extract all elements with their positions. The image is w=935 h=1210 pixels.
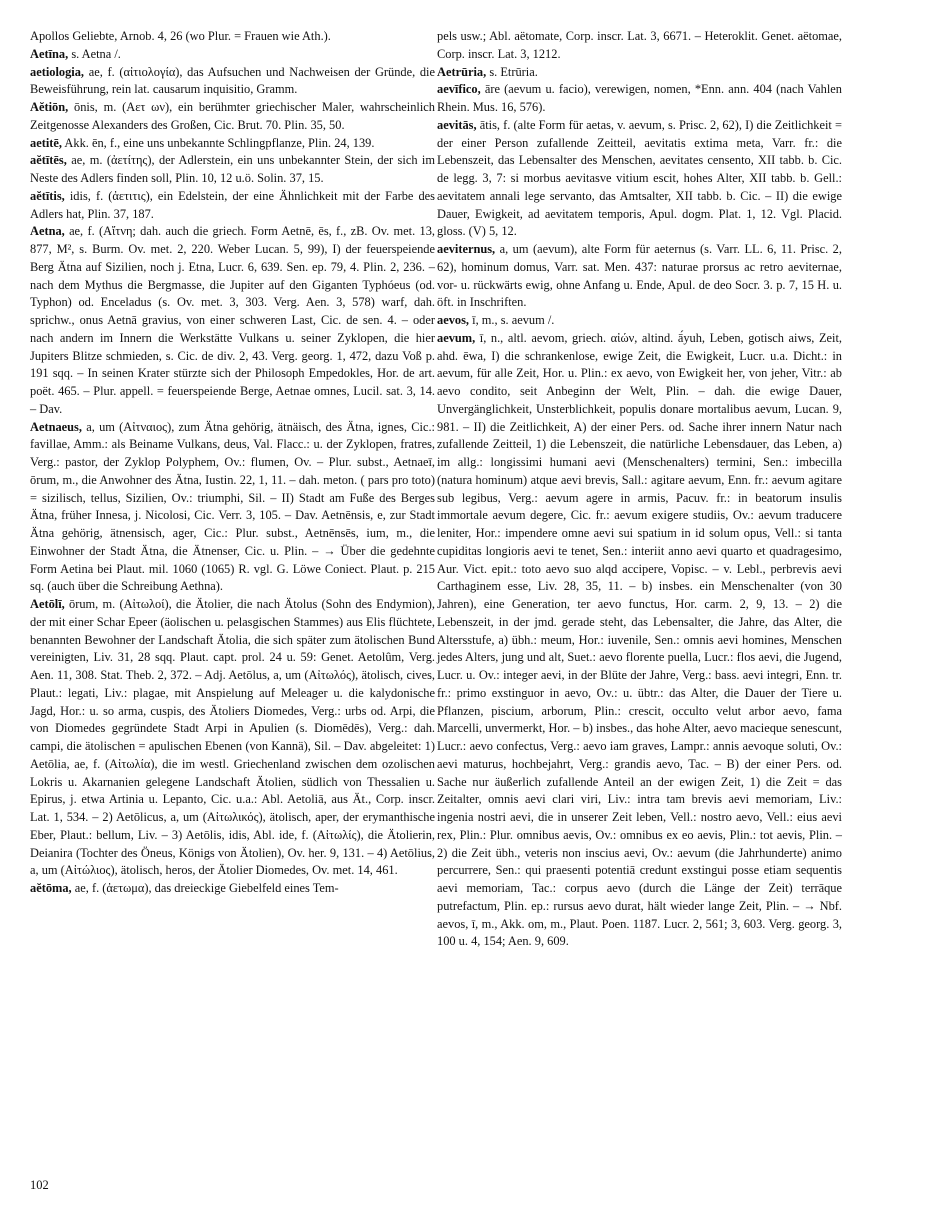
dictionary-entry bbox=[437, 81, 842, 117]
page-number: 102 bbox=[30, 1178, 49, 1192]
dictionary-entry bbox=[30, 188, 435, 224]
dictionary-entry bbox=[437, 117, 842, 241]
headword: Aetīna, bbox=[30, 46, 69, 61]
headword: Aetna, bbox=[30, 224, 65, 239]
entry-text: pels usw.; Abl. aëtomate, Corp. inscr. Lat. 3, 6671. – Heteroklit. Genet. aëtomae, Corp. inscr. Lat. 3, 1212. bbox=[437, 29, 842, 61]
headword: Aetōlī, bbox=[30, 597, 65, 611]
dictionary-entry bbox=[30, 28, 435, 46]
entry-text: ae, f. (αἰτιολογία), das Aufsuchen und Nachweisen der Gründe, die Beweisführung, rein lat. causarum inquisitio, Gramm. bbox=[30, 64, 435, 97]
headword: aevitās, bbox=[437, 117, 477, 132]
entry-text: a, um (aevum), alte Form für aeternus (s. Varr. LL. 6, 11. Prisc. 2, 62), hominum domus, Varr. sat. Men. 437: naturae prorsus ac retro aeviternae, vor- u. rückwärts ewig, ohne Anfang u. Ende, Apul. de deo Socr. 3. p. 7, 15 H. u. öft. in Inschriften. bbox=[437, 242, 842, 310]
entry-text: Akk. ēn, f., eine uns unbekannte Schlingpflanze, Plin. 24, 139. bbox=[64, 135, 375, 150]
dictionary-entry bbox=[437, 330, 842, 951]
dictionary-entry bbox=[437, 312, 842, 330]
dictionary-entry bbox=[30, 223, 435, 418]
headword: Aĕtiōn, bbox=[30, 100, 69, 114]
headword: Aetrūria, bbox=[437, 64, 487, 79]
headword: aetitē, bbox=[30, 135, 62, 150]
dictionary-entry bbox=[30, 99, 435, 135]
entry-text: ae, m. (ἀετίτης), der Adlerstein, ein uns unbekannter Stein, der sich im Neste des Adlers finden soll, Plin. 10, 12 u.ö. Solin. 37, 15. bbox=[30, 153, 435, 185]
entry-text: a, um (Αἰτναιος), zum Ätna gehörig, ätnäisch, des Ätna, ignes, Cic.: favillae, Amm.: als Beiname Vulkans, deus, Val. Flacc.: u. der Zyklopen, fratres, Verg.: pastor, der Zyklop Polyphem, Ov.: flumen, Ov. – Plur. subst., Aetnaeī, ōrum, m., die Anwohner des Ätna, Iustin. 22, 1, 11. – dah. meton. ( pars pro toto) = sizilisch, tellus, Sizilien, Ov.: triumphi, Sil. – II) Stadt am Fuße des Berges Ätna, früher Innesa, j. Nicolosi, Cic. Verr. 3, 105. – Dav. Aetnēnsis, e, zur Stadt Ätna gehörig, ätnensisch, ager, Cic.: Plur. subst., Aetnēnsēs, ium, m., die Einwohner der Stadt Ätna, die Ätnenser, Cic. u. Plin. – → Über die gedehnte Form Aetina bei Plaut. mil. 1060 (1065) R. vgl. G. Löwe Coniect. Plaut. p. 215 sq. (auch über die Schreibung Aethna). bbox=[30, 419, 435, 594]
entry-text: s. Etrūria. bbox=[489, 64, 538, 79]
entry-text: Apollos Geliebte, Arnob. 4, 26 (wo Plur. = Frauen wie Ath.). bbox=[30, 29, 331, 43]
dictionary-entry bbox=[30, 596, 435, 880]
headword: aĕtītis, bbox=[30, 188, 65, 203]
dictionary-entry bbox=[437, 241, 842, 312]
dictionary-entry bbox=[30, 64, 435, 100]
headword: Aetnaeus, bbox=[30, 419, 82, 434]
headword: aevīfico, bbox=[437, 82, 481, 97]
entry-text: ōrum, m. (Αἰτωλοί), die Ätolier, die nach Ätolus (Sohn des Endymion), der mit einer Schar Epeer (äolischen u. pelasgischen Stammes) aus Elis flüchtete, benannten Bewohner der Landschaft Ätolia, die sich später zum ätolischen Bund vereinigten, Liv. 31, 28 sqq. Plaut. capt. prol. 24 u. 59: Genet. Aetolûm, Verg. Aen. 11, 308. Stat. Theb. 2, 372. – Adj. Aetōlus, a, um (Αἰτωλός), ätolisch, cives, Plaut.: legati, Liv.: plagae, mit Anspielung auf Meleager u. die kalydonische Jagd, Hor.: u. so arma, cuspis, des Ätoliers Diomedes, Verg.: urbs od. Arpi, die von Diomedes gegründete Stadt Arpi in Apulien (s. Diomēdēs), Verg.: dah. campi, die ätolischen = apulischen Ebenen (von Kannä), Sil. – Dav. abgeleitet: 1) Aetōlia, ae, f. (Αἰτωλία), die im westl. Griechenland zwischen dem ozolischen Lokris u. Akarnanien gelegene Landschaft Ätolien, südlich von Thessalien u. Epirus, j. etwa Artinia u. Lepanto, Cic. u.a.: Abl. Aetoliā, aus Ät., Corp. inscr. Lat. 1, 534. – 2) Aetōlicus, a, um (Αἰτωλικός), ätolisch, aper, der erymanthische Eber, Plaut.: bellum, Liv. – 3) Aetōlis, idis, Abl. ide, f. (Αἰτωλίς), die Ätolierin, Deianira (Tochter des Öneus, Königs von Ätolien), Ov. her. 9, 131. – 4) Aetōlius, a, um (Αἰτώλιος), ätolisch, heros, der Ätolier Diomedes, Ov. met. 14, 461. bbox=[30, 597, 435, 878]
headword: aeviternus, bbox=[437, 242, 496, 256]
entry-text: ōnis, m. (Αετ ων), ein berühmter griechischer Maler, wahrscheinlich Zeitgenosse Alexanders des Großen, Cic. Brut. 70. Plin. 35, 50. bbox=[30, 100, 435, 132]
dictionary-entry bbox=[30, 46, 435, 64]
right-column bbox=[437, 28, 842, 951]
dictionary-entry bbox=[30, 152, 435, 188]
entry-text: s. Aetna /. bbox=[71, 46, 121, 61]
dictionary-entry bbox=[30, 880, 435, 898]
headword: aevos, bbox=[437, 313, 470, 327]
entry-text: idis, f. (ἀετιτις), ein Edelstein, der eine Ähnlichkeit mit der Farbe des Adlers hat, Plin. 37, 187. bbox=[30, 188, 435, 221]
entry-text: ī, m., s. aevum /. bbox=[472, 313, 555, 327]
headword: aĕtōma, bbox=[30, 881, 72, 895]
headword: aevum, bbox=[437, 330, 476, 345]
dictionary-entry bbox=[30, 419, 435, 597]
dictionary-entry bbox=[437, 64, 842, 82]
entry-text: āre (aevum u. facio), verewigen, nomen, *Enn. ann. 404 (nach Vahlen Rhein. Mus. 16, 576). bbox=[437, 82, 842, 114]
entry-text: ātis, f. (alte Form für aetas, v. aevum, s. Prisc. 2, 62), I) die Zeitlichkeit = der einer Person zufallende Zeitteil, aevitatis extima meta, Varr. fr.: die Lebenszeit, das Lebensalter des Menschen, aevitates censento, XII tabb. b. Cic. de legg. 3, 7: si morbus aevitasve vitium escit, hohes Alter, XII tabb. b. Gell.: aevitatem annali lege servanto, das Amtsalter, XII tabb. b. Cic. – II) die ewige Dauer, Ewigkeit, ad aevitatem temporis, Apul. dogm. Plat. 1, 12. Vgl. Placid. gloss. (V) 5, 12. bbox=[437, 117, 842, 239]
dictionary-entry bbox=[30, 135, 435, 153]
headword: aetiologia, bbox=[30, 64, 85, 79]
left-column bbox=[30, 28, 435, 898]
headword: aĕtītēs, bbox=[30, 153, 67, 168]
entry-text: ī, n., altl. aevom, griech. αἰών, altind. ā́yuh, Leben, gotisch aiws, Zeit, ahd. ēwa, I) die schrankenlose, ewige Zeit, die Ewigkeit, Lucr. u.a. Dicht.: in aevum, für alle Zeit, Hor. u. Plin.: ex aevo, von Ewigkeit her, von jeher, Vitr.: ab aevo condito, seit Anbeginn der Welt, Plin. – dah. die ewige Dauer, Unvergänglichkeit, Unsterblichkeit, populis donare mortalibus aevum, Lucan. 9, 981. – II) die Zeitlichkeit, A) der einer Pers. od. Sache ihrer innern Natur nach zufallende Zeitteil, 1) die Lebenszeit, die natürliche Lebensdauer, das Leben, a) im allg.: longissimi humani aevi (Menschenalters) termini, Sen.: imbecilla (natura hominum) atque aevi brevis, Sall.: agitare aevum, Enn. fr.: aevum agitare sub legibus, Verg.: aevum agere in armis, Pacuv. fr.: in beatorum insulis immortale aevum degere, Cic. fr.: aevum exigere studiis, Ov.: aevum traducere leniter, Hor.: impendere omne aevi sui spatium in id solum opus, Vell.: si tanta cupiditas longioris aevi te tenet, Sen.: interiit anno aevi quarto et quadragesimo, Aur. Vict. epit.: toto aevo suo alqd accipere, Vopisc. – v. Lebl., perbrevis aevi Carthaginem esse, Liv. 28, 35, 11. – b) insbes. ein Menschenalter (von 30 Jahren), eine Generation, ter aevo functus, Hor. carm. 2, 9, 13. – 2) die Lebenszeit, in der jmd. gerade steht, das Lebensalter, die Jahre, das Alter, die Altersstufe, a) übh.: meum, Hor.: iuvenile, Sen.: omnis aevi homines, Menschen jedes Alters, jung und alt, Suet.: aevo florente puella, Lucr.: flos aevi, die Jugend, Lucr. u. Ov.: integer aevi, in der Blüte der Jahre, Verg.: bass. aevi integri, Enn. tr. fr.: primo exstinguor in aevo, Ov.: u. übtr.: das Alter, die Dauer der Tiere u. Pflanzen, piscium, arborum, Plin.: crescit, occulto velut arbor aevo, fama Marcelli, unvermerkt, Hor. – b) insbes., das hohe Alter, aevo macieque senescunt, Lucr.: aevo confectus, Verg.: aevo iam graves, Lampr.: annis aevoque soluti, Ov.: aevi maturus, hochbejahrt, Verg.: grandis aevo, Tac. – B) der einer Pers. od. Sache nur äußerlich zufallende Anteil an der ewigen Zeit, 1) die Zeit = das Zeitalter, omnis aevi clari viri, Liv.: intra tam brevis aevi memoriam, Liv.: ingenia nostri aevi, die in unserer Zeit leben, Vell.: nostro aevo, Vell.: eius aevi rex, Plin.: Plur. omnibus aevis, Ov.: omnibus ex eo aevis, Plin.: tot aevis, Plin. – 2) die Zeit übh., veteris non inscius aevi, Ov.: aevum (die Jahrhunderte) animo percurrere, Sen.: qui praesenti potentiā credunt exstingui posse etiam sequentis aevi memoriam, Tac.: corpus aevo (durch die Länge der Zeit) terrāque putrefactum, Plin. ep.: rursus aevo durat, hält wieder lange Zeit, Plin. – → Nbf. aevos, ī, m., Akk. om, m., Plaut. Poen. 1187. Lucr. 2, 561; 3, 603. Verg. georg. 3, 100 u. 4, 154; Aen. 9, 609. bbox=[437, 330, 842, 949]
dictionary-entry bbox=[437, 28, 842, 64]
entry-text: ae, f. (ἀετωμα), das dreieckige Giebelfeld eines Tem- bbox=[74, 881, 339, 895]
entry-text: ae, f. (Αἴτνη; dah. auch die griech. Form Aetnē, ēs, f., zB. Ov. met. 13, 877, M², s. Burm. Ov. met. 2, 220. Weber Lucan. 5, 99), I) der feuerspeiende Berg Ätna auf Sizilien, noch j. Etna, Lucr. 6, 639. Sen. ep. 79, 4. Plin. 2, 236. – nach dem Mythus die Bergmasse, die Jupiter auf den Giganten Typhóeus (od. Typhon) od. Enceladus (s. Ov. met. 3, 303. Verg. Aen. 3, 578) warf, dah. sprichw., onus Aetnā gravius, von einer schweren Last, Cic. de sen. 4. – oder nach andern im Innern die Werkstätte Vulkans u. seiner Zyklopen, die hier Jupiters Blitze schmieden, s. Cic. de div. 2, 43. Verg. georg. 1, 472, dazu Voß p. 191 sqq. – In seinen Krater stürzte sich der Philosoph Empedokles, Hor. de art. poët. 465. – Plur. appell. = feuerspeiende Berge, Aetnae omnes, Lucil. sat. 3, 14. – Dav. bbox=[30, 224, 435, 416]
